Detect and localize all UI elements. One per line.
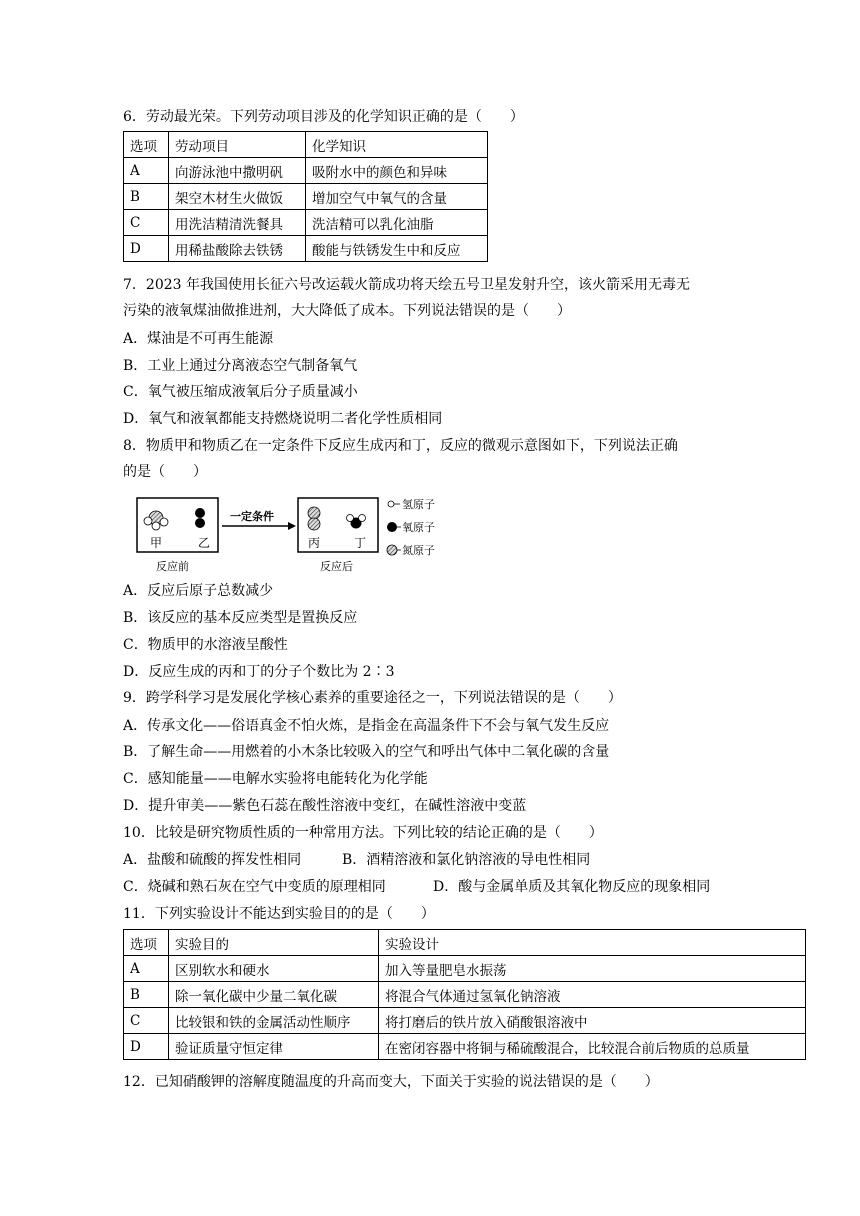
table-cell: 区别软水和硬水 <box>169 956 379 982</box>
q8-option-c: C．物质甲的水溶液呈酸性 <box>123 637 288 653</box>
table-cell: 验证质量守恒定律 <box>169 1034 379 1060</box>
molecule-yi <box>195 508 205 528</box>
q9-option-d: D．提升审美——紫色石蕊在酸性溶液中变红，在碱性溶液中变蓝 <box>123 798 527 814</box>
q10-stem: 10．比较是研究物质性质的一种常用方法。下列比较的结论正确的是（ ） <box>123 825 603 841</box>
q10-option-d: D．酸与金属单质及其氧化物反应的现象相同 <box>433 879 711 895</box>
arrow-head <box>288 522 296 530</box>
before-caption: 反应前 <box>156 560 189 573</box>
q6-table <box>123 131 488 262</box>
q7-option-b: B．工业上通过分离液态空气制备氧气 <box>123 358 358 374</box>
table-row <box>124 236 488 262</box>
table-row <box>124 1008 806 1034</box>
table-header-cell: 选项 <box>124 930 169 956</box>
table-cell: 除一氧化碳中少量二氧化碳 <box>169 982 379 1008</box>
hydrogen-atom-icon <box>388 501 394 507</box>
q7-option-c: C．氧气被压缩成液氧后分子质量减小 <box>123 384 358 400</box>
table-cell: A <box>124 158 169 184</box>
legend-item: 氧原子 <box>402 521 435 534</box>
label-bing: 丙 <box>308 536 321 550</box>
table-header-row <box>124 930 806 956</box>
arrow-label: 一定条件 <box>230 510 274 523</box>
molecule-bing <box>308 507 320 530</box>
q9-option-a: A．传承文化——俗语真金不怕火炼，是指金在高温条件下不会与氧气发生反应 <box>123 718 610 734</box>
q9-option-b: B．了解生命——用燃着的小木条比较吸入的空气和呼出气体中二氧化碳的含量 <box>123 744 610 760</box>
q8-option-a: A．反应后原子总数减少 <box>123 583 274 599</box>
table-header-row <box>124 132 488 158</box>
table-header-cell: 选项 <box>124 132 169 158</box>
legend-item: 氮原子 <box>402 544 435 557</box>
table-cell: 洗洁精可以乳化油脂 <box>306 210 488 236</box>
q7-option-d: D．氧气和液氧都能支持燃烧说明二者化学性质相同 <box>123 411 443 427</box>
table-row <box>124 1034 806 1060</box>
q8-stem-line2: 的是（ ） <box>123 464 207 480</box>
table-header-cell: 实验目的 <box>169 930 379 956</box>
table-cell: 比较银和铁的金属活动性顺序 <box>169 1008 379 1034</box>
table-cell: C <box>124 210 169 236</box>
table-cell: 增加空气中氧气的含量 <box>306 184 488 210</box>
nitrogen-atom-icon <box>387 545 397 555</box>
table-row <box>124 982 806 1008</box>
molecule-ding <box>347 515 366 529</box>
table-header-cell: 实验设计 <box>379 930 806 956</box>
table-row <box>124 210 488 236</box>
q9-option-c: C．感知能量——电解水实验将电能转化为化学能 <box>123 771 428 787</box>
molecule-jia <box>144 511 168 530</box>
label-ding: 丁 <box>354 536 367 550</box>
q8-option-d: D．反应生成的丙和丁的分子个数比为 2∶3 <box>123 664 395 680</box>
table-row <box>124 956 806 982</box>
table-cell: 用稀盐酸除去铁锈 <box>169 236 306 262</box>
q8-stem-line1: 8．物质甲和物质乙在一定条件下反应生成丙和丁，反应的微观示意图如下，下列说法正确 <box>123 438 678 454</box>
table-cell: C <box>124 1008 169 1034</box>
q6-stem: 6．劳动最光荣。下列劳动项目涉及的化学知识正确的是（ ） <box>123 109 524 125</box>
table-row <box>124 158 488 184</box>
table-cell: 吸附水中的颜色和异味 <box>306 158 488 184</box>
table-header-cell: 劳动项目 <box>169 132 306 158</box>
table-cell: 将打磨后的铁片放入硝酸银溶液中 <box>379 1008 806 1034</box>
q10-option-c: C．烧碱和熟石灰在空气中变质的原理相同 <box>123 879 386 895</box>
legend-item: 氢原子 <box>402 498 435 511</box>
q10-option-b: B．酒精溶液和氯化钠溶液的导电性相同 <box>342 852 591 868</box>
q12-stem: 12．已知硝酸钾的溶解度随温度的升高而变大，下面关于实验的说法错误的是（ ） <box>123 1074 659 1090</box>
q7-stem-line1: 7．2023 年我国使用长征六号改运载火箭成功将天绘五号卫星发射升空，该火箭采用无毒无 <box>123 277 690 293</box>
label-jia: 甲 <box>150 536 163 550</box>
oxygen-atom-icon <box>387 522 397 532</box>
table-cell: 酸能与铁锈发生中和反应 <box>306 236 488 262</box>
table-cell: 用洗洁精清洗餐具 <box>169 210 306 236</box>
q9-stem: 9．跨学科学习是发展化学核心素养的重要途径之一，下列说法错误的是（ ） <box>123 690 622 706</box>
reaction-diagram <box>128 493 458 577</box>
label-yi: 乙 <box>198 536 211 550</box>
table-header-cell: 化学知识 <box>306 132 488 158</box>
after-caption: 反应后 <box>320 560 353 573</box>
q8-option-b: B．该反应的基本反应类型是置换反应 <box>123 610 358 626</box>
legend <box>387 497 435 557</box>
table-cell: D <box>124 236 169 262</box>
q7-option-a: A．煤油是不可再生能源 <box>123 331 274 347</box>
q11-stem: 11．下列实验设计不能达到实验目的的是（ ） <box>123 906 435 922</box>
table-cell: D <box>124 1034 169 1060</box>
q7-stem-line2: 污染的液氧煤油做推进剂，大大降低了成本。下列说法错误的是（ ） <box>123 303 571 319</box>
table-cell: 架空木材生火做饭 <box>169 184 306 210</box>
table-cell: A <box>124 956 169 982</box>
table-cell: 在密闭容器中将铜与稀硫酸混合，比较混合前后物质的总质量 <box>379 1034 806 1060</box>
table-row <box>124 184 488 210</box>
table-cell: 向游泳池中撒明矾 <box>169 158 306 184</box>
q11-table <box>123 929 806 1060</box>
table-cell: B <box>124 982 169 1008</box>
table-cell: 将混合气体通过氢氧化钠溶液 <box>379 982 806 1008</box>
table-cell: 加入等量肥皂水振荡 <box>379 956 806 982</box>
table-cell: B <box>124 184 169 210</box>
q10-option-a: A．盐酸和硫酸的挥发性相同 <box>123 852 302 868</box>
